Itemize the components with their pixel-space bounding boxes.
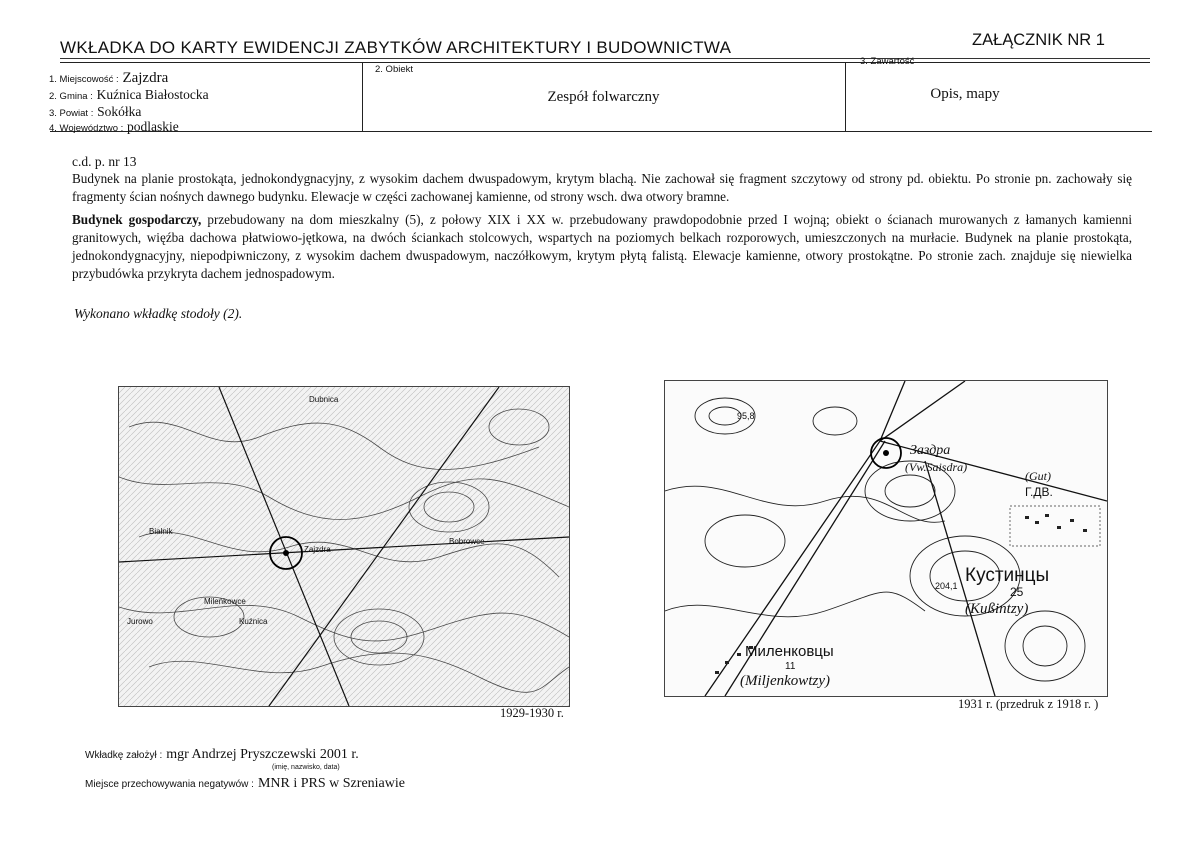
map-label: Dubnica xyxy=(309,395,339,404)
map-label: 204,1 xyxy=(935,581,958,591)
attachment-label: ZAŁĄCZNIK NR 1 xyxy=(972,31,1105,49)
field-label: 3. Powiat : xyxy=(49,108,94,119)
storage-line xyxy=(85,774,405,792)
map-label: Bobrowce xyxy=(449,537,485,546)
obiekt-label: 2. Obiekt xyxy=(375,64,414,75)
field-wojewodztwo xyxy=(49,117,179,138)
map-label: 95,8 xyxy=(737,411,755,421)
field-value: Zajzdra xyxy=(122,70,169,86)
paragraph-2-text: przebudowany na dom mieszkalny (5), z połowy XIX i XX w. przebudowany prawdopodobnie przed I wojną; obiekt o ścianach murowanych z łamanych kamienni granitowych, więźba dachowa płatwiowo-jętkowa, na dwóch ściankach stolcowych, wspartych na poziomych belkach rozporowych, umieszczonych na murłacie. Budynek na planie prostokąta, jednokondygnacyjny, niepodpiwniczony, z wysokim dachem dwuspadowym, naczółkowym, krytym płytą falistą. Elewacje kamienne, otwory prostokątne. Po stronie zach. znajduje się niewielka przybudówka przykryta dachem jednospadowym. xyxy=(72,212,1132,281)
title-underline xyxy=(60,58,1150,59)
map-label: (Gut) xyxy=(1025,469,1051,483)
map-label: Заздра xyxy=(910,443,951,458)
map-label: 11 xyxy=(785,661,796,672)
topographic-map-1930 xyxy=(118,386,570,707)
map-label: (Vw.Saisdra) xyxy=(905,460,968,474)
founder-note: (imię, nazwisko, data) xyxy=(272,764,340,771)
paragraph-2 xyxy=(72,211,1132,283)
map-label: (Kußintzy) xyxy=(965,601,1029,617)
field-label: 4. Województwo : xyxy=(49,123,124,134)
obiekt-value: Zespół folwarczny xyxy=(547,89,660,105)
map-label: (Miljenkowtzy) xyxy=(740,673,830,689)
field-label: 2. Gmina : xyxy=(49,91,93,102)
map-1-caption: 1929-1930 r. xyxy=(500,706,564,720)
map-label: Миленковцы xyxy=(745,643,834,660)
continuation-ref: c.d. p. nr 13 xyxy=(72,154,137,169)
founder-value: mgr Andrzej Pryszczewski 2001 r. xyxy=(166,747,359,762)
field-label: 1. Miejscowość : xyxy=(49,74,119,85)
table-top-border xyxy=(60,62,1150,63)
map-label: Г.ДВ. xyxy=(1025,485,1053,499)
paragraph-2-lead: Budynek gospodarczy, xyxy=(72,212,202,227)
page-title: WKŁADKA DO KARTY EWIDENCJI ZABYTKÓW ARCHITEKTURY I BUDOWNICTWA xyxy=(60,38,732,57)
paragraph-1: Budynek na planie prostokąta, jednokondygnacyjny, z wysokim dachem dwuspadowym, krytym blachą. Nie zachował się fragment szczytowy od strony pd. obiektu. Po stronie pn. zachowały się fragmenty ścian nośnych dawnego budynku. Elewacje w części zachowanej kamienne, od strony wsch. dwa otwory bramne. xyxy=(72,171,1132,204)
map-label: Jurowo xyxy=(127,617,153,626)
map-label: 25 xyxy=(1010,585,1024,599)
map-label: Białnik xyxy=(149,527,173,536)
map-label: Кустинцы xyxy=(965,565,1050,586)
map-label: Mileńkowce xyxy=(204,597,246,606)
field-value: Sokółka xyxy=(97,104,142,119)
founder-label: Wkładkę założył : xyxy=(85,750,163,761)
map-2-caption: 1931 r. (przedruk z 1918 r. ) xyxy=(958,697,1099,711)
map-label: Zajzdra xyxy=(304,545,331,554)
topographic-map-1918 xyxy=(664,380,1108,697)
map-label: Kuźnica xyxy=(239,617,268,626)
field-value: podlaskie xyxy=(127,119,179,134)
contour-map-graphic xyxy=(119,387,569,706)
zawartosc-value: Opis, mapy xyxy=(930,86,1000,102)
zawartosc-label: 3. Zawartość xyxy=(860,56,915,67)
field-value: Kuźnica Białostocka xyxy=(96,87,209,102)
storage-value: MNR i PRS w Szreniawie xyxy=(257,776,405,791)
contour-map-graphic xyxy=(665,381,1107,696)
table-bottom-border xyxy=(50,131,1152,132)
storage-label: Miejsce przechowywania negatywów : xyxy=(85,779,254,790)
note-text: Wykonano wkładkę stodoły (2). xyxy=(74,306,243,321)
founder-line xyxy=(85,745,359,763)
